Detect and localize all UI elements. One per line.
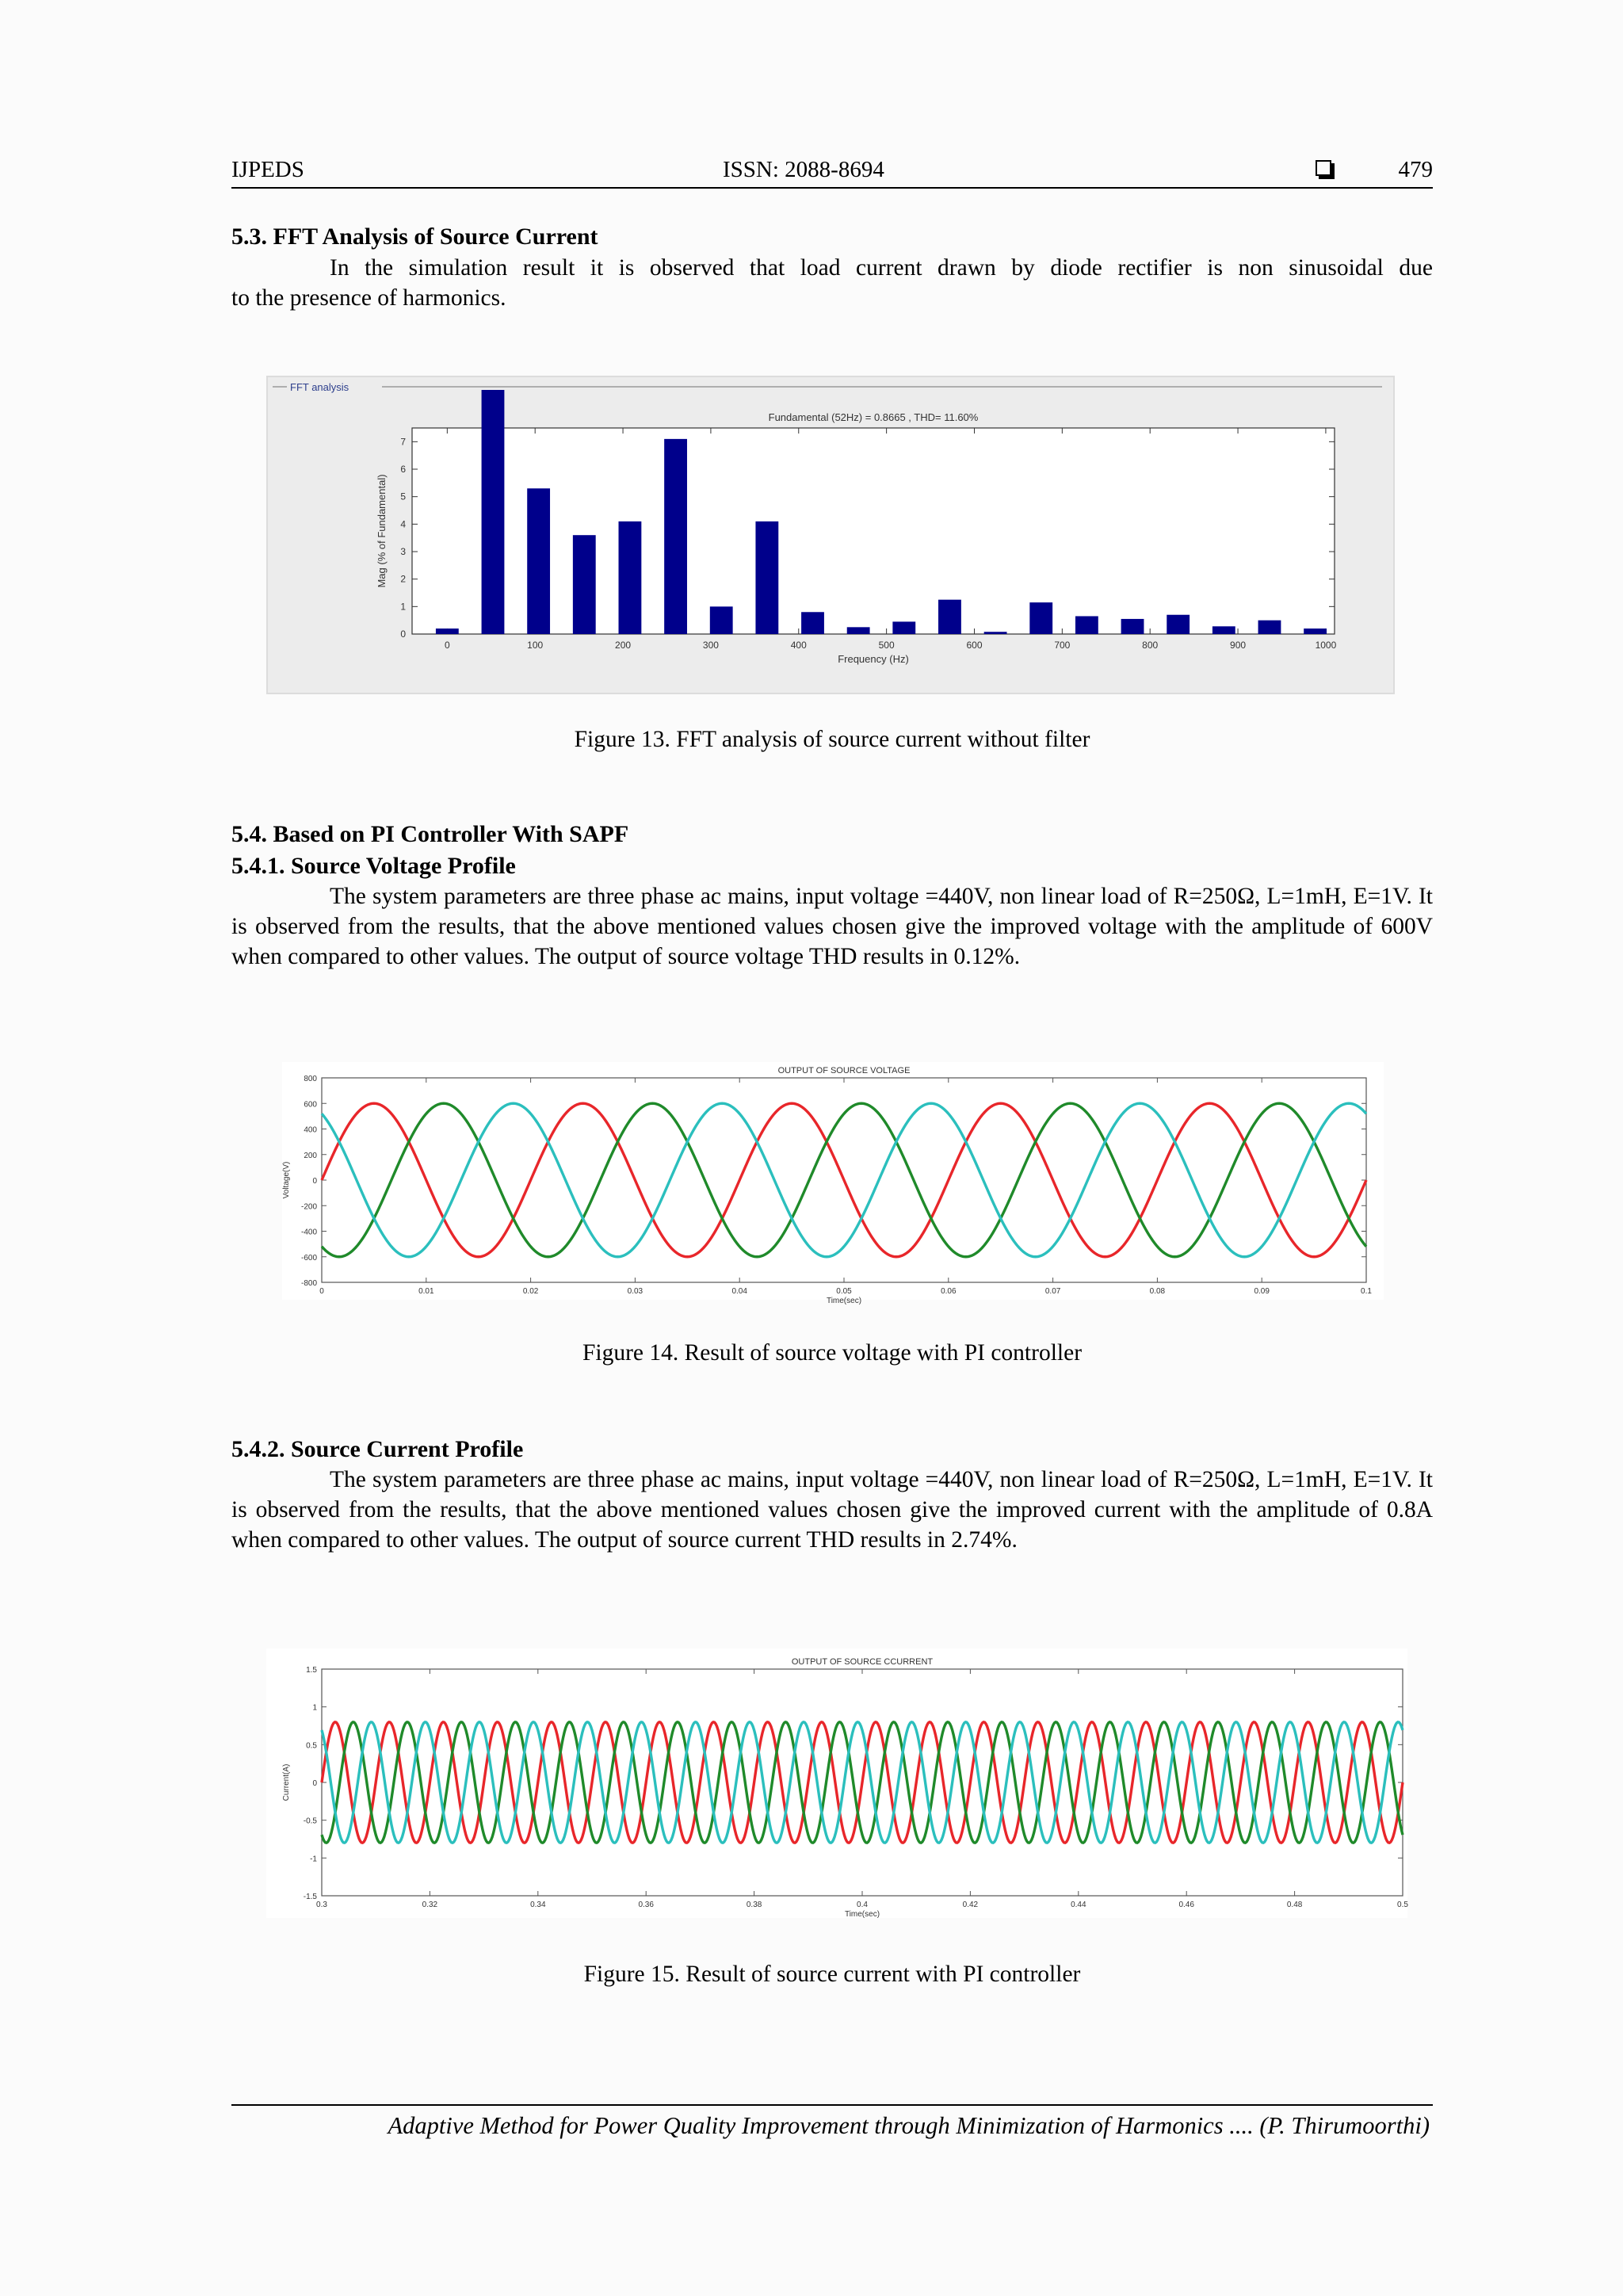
page-header — [231, 155, 1433, 189]
section-5-4-1-paragraph: The system parameters are three phase ac mains, input voltage =440V, non linear load of R=250Ω, L=1mH, E=1V. It is observed from the results, that the above mentioned values chosen give the improved voltage with the amplitude of 600V when compared to other values. The output of source voltage THD results in 0.12%. — [231, 884, 1433, 969]
y-tick-label: -600 — [300, 1253, 317, 1263]
issn: ISSN: 2088-8694 — [723, 157, 884, 182]
section-heading-5-4-1: 5.4.1. Source Voltage Profile — [231, 853, 516, 879]
y-tick-label: -1.5 — [303, 1893, 317, 1901]
figure-14 — [282, 1062, 1384, 1305]
x-tick-label: 0 — [444, 640, 450, 651]
x-tick-label: 100 — [527, 640, 544, 651]
x-tick-label: 0.05 — [836, 1287, 852, 1296]
checkbox-icon — [1316, 160, 1331, 176]
y-tick-label: 6 — [400, 464, 406, 475]
fft-bar — [482, 390, 505, 634]
paragraph-line: to the presence of harmonics. — [231, 285, 506, 311]
fft-bar — [1121, 619, 1144, 634]
page-footer — [231, 2104, 1433, 2139]
y-tick-label: 7 — [400, 436, 406, 448]
x-tick-label: 0.48 — [1286, 1901, 1303, 1909]
x-axis-label: Time(sec) — [844, 1910, 880, 1919]
x-tick-label: 300 — [702, 640, 719, 651]
fft-bar — [1075, 616, 1098, 634]
y-tick-label: 1 — [400, 601, 406, 613]
x-tick-label: 0.46 — [1178, 1901, 1194, 1909]
y-tick-label: 0 — [312, 1177, 317, 1186]
fft-bar — [1258, 621, 1281, 634]
x-tick-label: 900 — [1230, 640, 1247, 651]
x-tick-label: 0.36 — [638, 1901, 654, 1909]
y-tick-label: 1.5 — [306, 1666, 317, 1675]
fft-bar — [436, 628, 459, 634]
y-axis-label: Current(A) — [282, 1763, 291, 1801]
y-tick-label: 0 — [312, 1779, 317, 1788]
x-tick-label: 0.34 — [530, 1901, 546, 1909]
x-tick-label: 0.07 — [1044, 1287, 1061, 1296]
y-tick-label: 2 — [400, 573, 406, 585]
x-tick-label: 600 — [966, 640, 983, 651]
footer-text: Adaptive Method for Power Quality Improvement through Minimization of Harmonics .... (P. Thirumoorthi) — [388, 2112, 1430, 2139]
y-tick-label: 800 — [304, 1075, 317, 1083]
y-tick-label: -200 — [300, 1202, 317, 1212]
x-tick-label: 0.5 — [1397, 1901, 1408, 1909]
y-axis-label: Mag (% of Fundamental) — [376, 474, 388, 588]
page-number: 479 — [1398, 157, 1433, 182]
figure-14-caption: Figure 14. Result of source voltage with PI controller — [582, 1340, 1083, 1366]
fft-bar — [801, 612, 824, 634]
fft-bar — [892, 621, 915, 634]
x-tick-label: 0.03 — [627, 1287, 643, 1296]
fft-bar — [573, 535, 596, 634]
section-heading-5-4-2: 5.4.2. Source Current Profile — [231, 1436, 524, 1462]
x-tick-label: 0.1 — [1361, 1287, 1372, 1296]
section-heading-5-3: 5.3. FFT Analysis of Source Current — [231, 223, 598, 250]
chart-title: Fundamental (52Hz) = 0.8665 , THD= 11.60% — [768, 411, 979, 423]
fft-bar — [1029, 602, 1052, 634]
x-tick-label: 0.06 — [941, 1287, 957, 1296]
chart-title: OUTPUT OF SOURCE CCURRENT — [791, 1657, 934, 1667]
x-tick-label: 0.38 — [746, 1901, 762, 1909]
paragraph-line: In the simulation result it is observed that load current drawn by diode rectifier is non sinusoidal due — [330, 255, 1433, 281]
fft-bar — [527, 488, 550, 634]
x-tick-label: 500 — [878, 640, 895, 651]
fft-bar — [938, 600, 961, 634]
source-current-line-chart — [266, 1648, 1407, 1918]
fft-bar-chart — [268, 377, 1393, 693]
section-5-4-2-paragraph: The system parameters are three phase ac mains, input voltage =440V, non linear load of R=250Ω, L=1mH, E=1V. It is observed from the results, that the above mentioned values chosen give the improved current with the amplitude of 0.8A when compared to other values. The output of source current THD results in 2.74%. — [231, 1467, 1433, 1553]
panel-label: FFT analysis — [290, 381, 349, 393]
x-tick-label: 800 — [1142, 640, 1159, 651]
fft-bar — [847, 627, 870, 634]
x-tick-label: 0.32 — [422, 1901, 438, 1909]
y-tick-label: -1 — [310, 1855, 317, 1864]
journal-name: IJPEDS — [231, 157, 304, 182]
fft-bar — [710, 606, 733, 634]
y-tick-label: -400 — [300, 1228, 317, 1237]
fft-bar — [984, 632, 1007, 634]
x-tick-label: 700 — [1054, 640, 1071, 651]
x-tick-label: 0.09 — [1254, 1287, 1270, 1296]
x-tick-label: 400 — [790, 640, 807, 651]
y-tick-label: 0 — [400, 628, 406, 640]
chart-title: OUTPUT OF SOURCE VOLTAGE — [777, 1066, 911, 1075]
y-tick-label: 4 — [400, 518, 406, 530]
y-tick-label: 200 — [304, 1151, 317, 1160]
fft-bar — [1304, 628, 1327, 634]
figure-15 — [266, 1648, 1407, 1918]
y-tick-label: 600 — [304, 1100, 317, 1110]
y-tick-label: 1 — [312, 1703, 317, 1713]
x-tick-label: 0.02 — [522, 1287, 539, 1296]
x-tick-label: 0 — [319, 1287, 324, 1296]
y-tick-label: 5 — [400, 491, 406, 502]
x-tick-label: 0.01 — [418, 1287, 434, 1296]
fft-bar — [664, 439, 687, 634]
y-axis-label: Voltage(V) — [282, 1161, 291, 1199]
x-tick-label: 0.4 — [857, 1901, 868, 1909]
fft-bar — [1167, 615, 1190, 634]
x-tick-label: 1000 — [1315, 640, 1337, 651]
y-tick-label: 3 — [400, 546, 406, 557]
x-tick-label: 0.04 — [731, 1287, 747, 1296]
y-tick-label: 0.5 — [306, 1741, 317, 1751]
plot-area — [412, 428, 1335, 634]
x-tick-label: 0.08 — [1149, 1287, 1166, 1296]
fft-bar — [755, 521, 778, 634]
section-heading-5-4: 5.4. Based on PI Controller With SAPF — [231, 821, 629, 847]
x-tick-label: 200 — [615, 640, 632, 651]
figure-15-caption: Figure 15. Result of source current with PI controller — [583, 1962, 1081, 1987]
figure-13-caption: Figure 13. FFT analysis of source current without filter — [574, 727, 1090, 752]
figure-13 — [266, 376, 1395, 694]
x-axis-label: Time(sec) — [826, 1297, 862, 1305]
y-tick-label: 400 — [304, 1125, 317, 1135]
fft-bar — [619, 521, 642, 634]
x-tick-label: 0.42 — [962, 1901, 979, 1909]
x-axis-label: Frequency (Hz) — [838, 653, 909, 665]
x-tick-label: 0.44 — [1071, 1901, 1086, 1909]
x-tick-label: 0.3 — [316, 1901, 327, 1909]
y-tick-label: -800 — [300, 1279, 317, 1288]
fft-bar — [1212, 626, 1235, 634]
section-5-3-paragraph — [231, 253, 1433, 313]
source-voltage-line-chart — [282, 1062, 1384, 1305]
y-tick-label: -0.5 — [303, 1817, 317, 1826]
